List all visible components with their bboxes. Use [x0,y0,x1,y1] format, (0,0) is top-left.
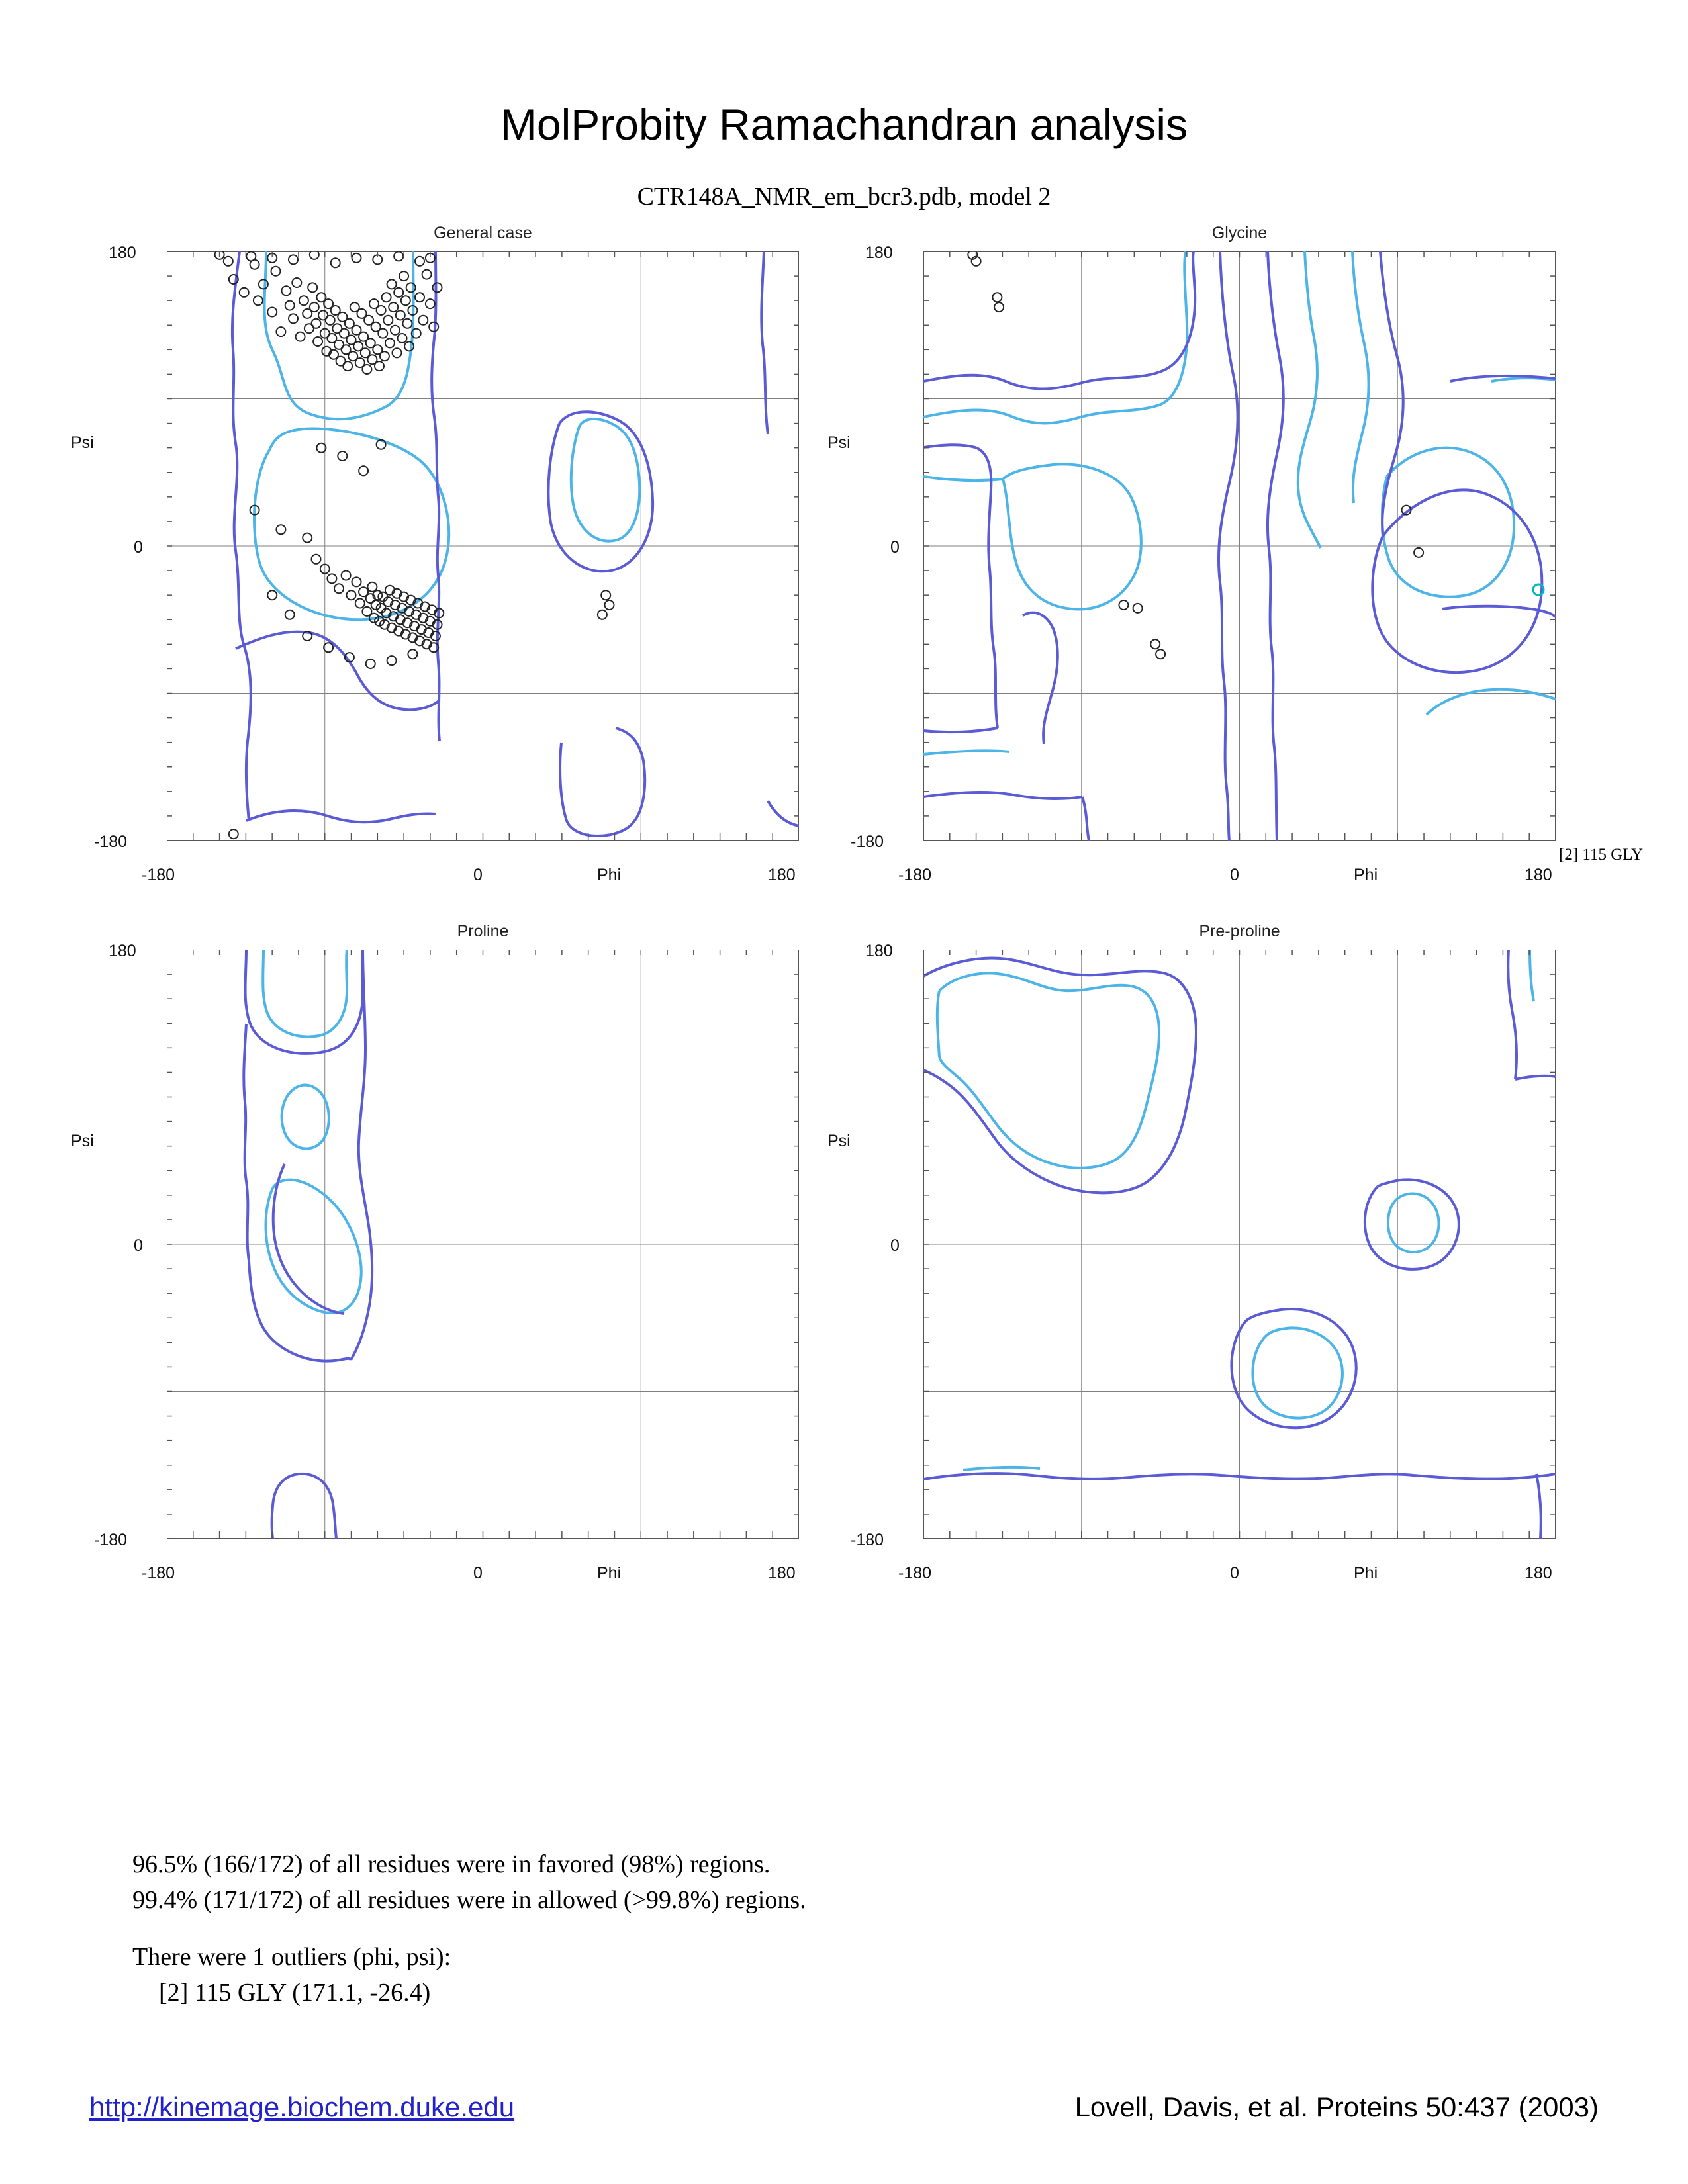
x-axis-label-general: Phi [597,866,622,884]
y-tick-top-proline: 180 [109,942,136,960]
x-tick-left-general: -180 [142,866,175,884]
y-tick-bot-general: -180 [94,833,128,851]
y-tick-bot-preproline: -180 [851,1531,884,1549]
outlier-list [132,1939,451,2011]
summary-favored: 96.5% (166/172) of all residues were in favored (98%) regions. [132,1850,771,1878]
x-tick-mid-general: 0 [473,866,483,884]
x-tick-right-glycine: 180 [1524,866,1552,884]
outlier-list-item: [2] 115 GLY (171.1, -26.4) [159,1979,431,2007]
summary-stats [132,1846,806,1918]
y-axis-label-glycine: Psi [827,433,851,452]
x-tick-right-general: 180 [768,866,796,884]
x-tick-left-glycine: -180 [898,866,932,884]
y-tick-mid-general: 0 [134,538,143,557]
y-tick-bot-proline: -180 [94,1531,128,1549]
y-tick-top-preproline: 180 [865,942,893,960]
x-axis-label-glycine: Phi [1354,866,1378,884]
citation-text: Lovell, Davis, et al. Proteins 50:437 (2003) [1074,2091,1599,2122]
x-tick-right-preproline: 180 [1524,1564,1552,1582]
y-tick-mid-preproline: 0 [890,1236,900,1255]
plot-general-case [71,224,799,884]
outlier-annotation-115gly: [2] 115 GLY [1559,846,1644,864]
y-tick-top-general: 180 [109,244,136,262]
x-tick-mid-proline: 0 [473,1564,483,1582]
plot-canvas-glycine [923,251,1556,841]
summary-allowed: 99.4% (171/172) of all residues were in allowed (>99.8%) regions. [132,1886,806,1914]
kinemage-link[interactable]: http://kinemage.biochem.duke.edu [89,2091,515,2122]
y-axis-label-preproline: Psi [827,1132,851,1150]
plot-title-glycine: Glycine [1211,224,1268,242]
x-tick-mid-glycine: 0 [1230,866,1239,884]
plot-canvas-general [167,251,799,841]
page-subtitle: CTR148A_NMR_em_bcr3.pdb, model 2 [637,183,1051,210]
plot-canvas-preproline [923,950,1556,1539]
y-axis-label-general: Psi [71,433,94,452]
y-tick-mid-glycine: 0 [890,538,900,557]
y-tick-bot-glycine: -180 [851,833,884,851]
plot-canvas-proline [167,950,799,1539]
x-axis-label-preproline: Phi [1354,1564,1378,1582]
plot-title-proline: Proline [457,922,509,940]
plot-title-preproline: Pre-proline [1199,922,1280,940]
y-tick-mid-proline: 0 [134,1236,143,1255]
x-tick-left-preproline: -180 [898,1564,932,1582]
plot-glycine [827,224,1644,884]
x-axis-label-proline: Phi [597,1564,622,1582]
plot-pre-proline [827,922,1556,1582]
page-title: MolProbity Ramachandran analysis [500,100,1188,149]
x-tick-right-proline: 180 [768,1564,796,1582]
y-axis-label-proline: Psi [71,1132,94,1150]
outlier-list-header: There were 1 outliers (phi, psi): [132,1943,451,1971]
y-tick-top-glycine: 180 [865,244,893,262]
plot-title-general: General case [434,224,532,242]
x-tick-left-proline: -180 [142,1564,175,1582]
plot-proline [71,922,799,1582]
x-tick-mid-preproline: 0 [1230,1564,1239,1582]
